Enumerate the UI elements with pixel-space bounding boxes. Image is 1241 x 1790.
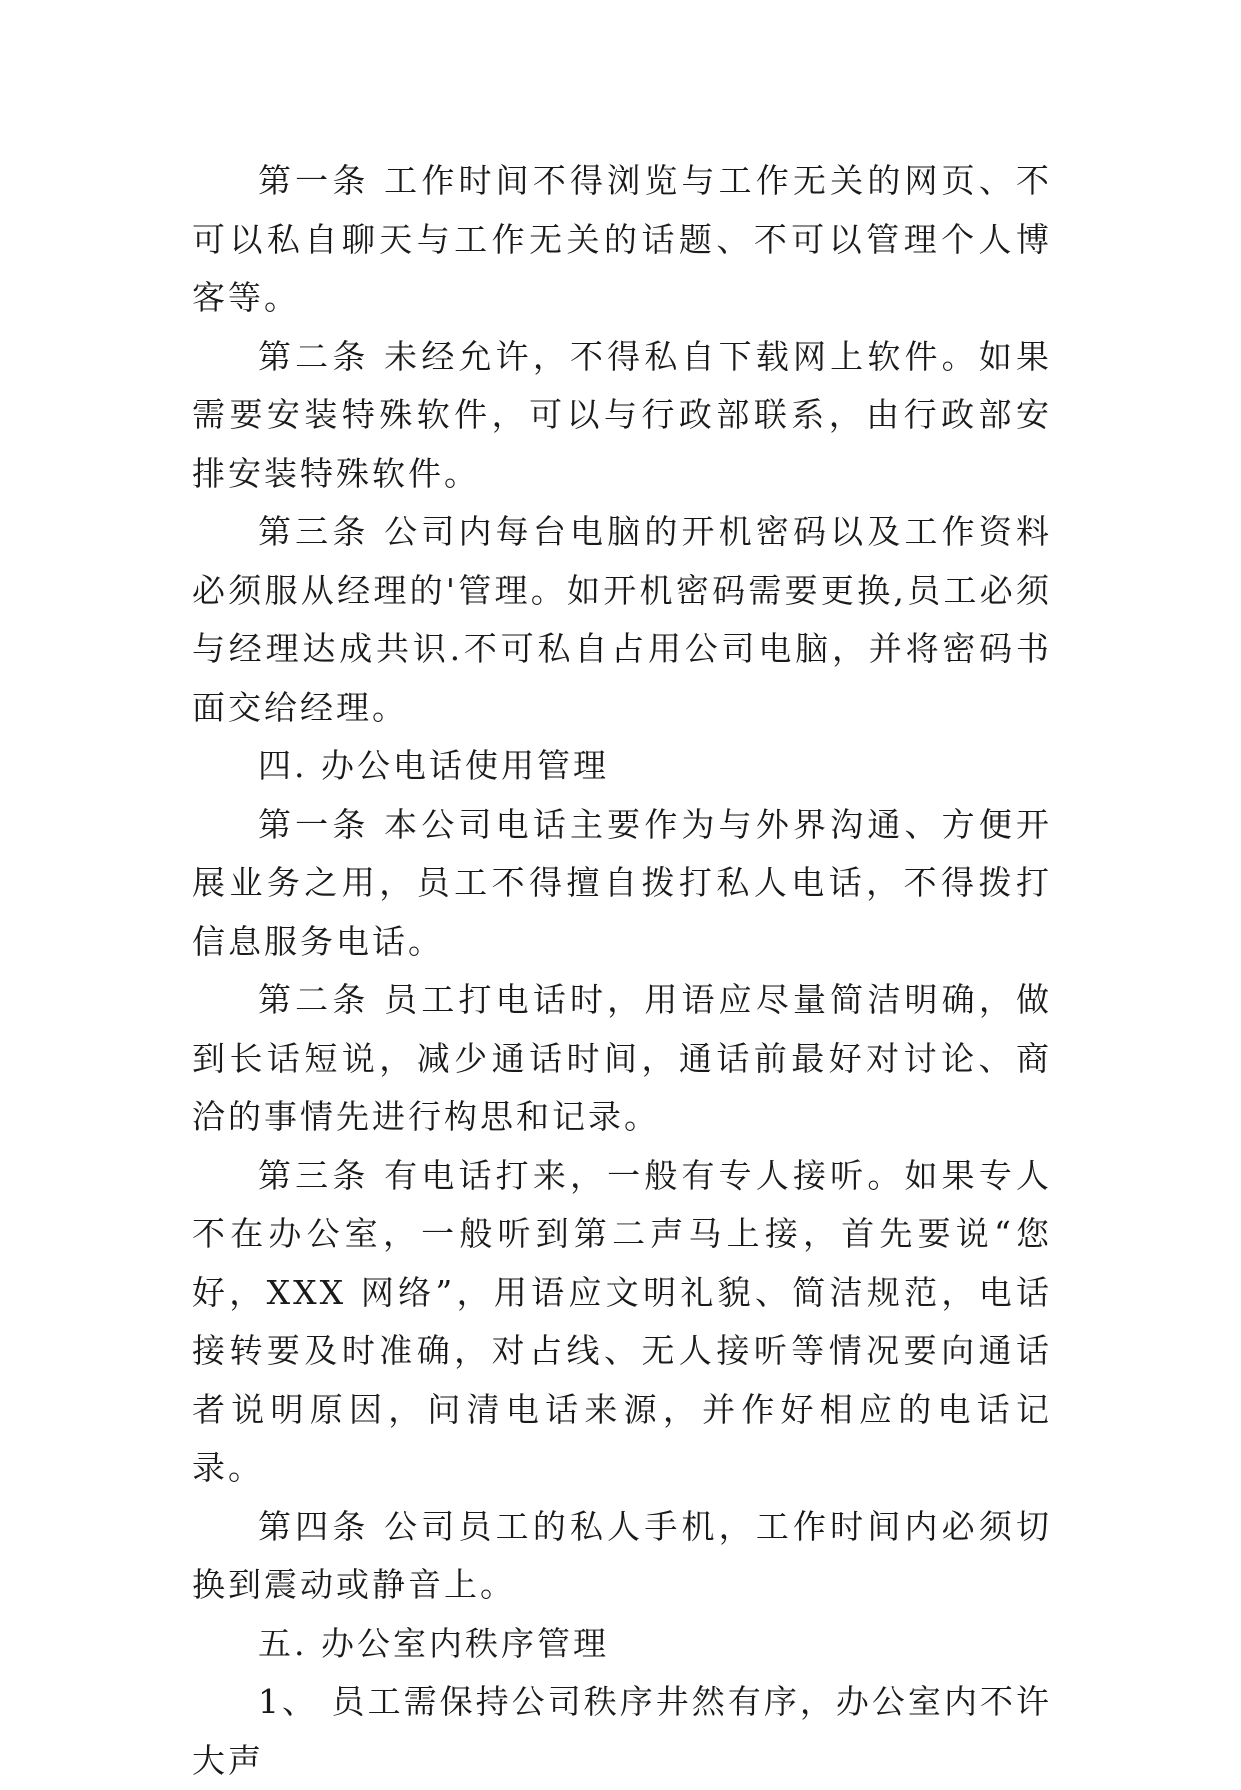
paragraph-article-3-password: 第三条 公司内每台电脑的开机密码以及工作资料必须服从经理的'管理。如开机密码需要更换,员工必须与经理达成共识.不可私自占用公司电脑，并将密码书面交给经理。 — [192, 512, 1052, 727]
paragraph-phone-article-3: 第三条 有电话打来，一般有专人接听。如果专人不在办公室，一般听到第二声马上接，首先要说“您好，XXX 网络”，用语应文明礼貌、简洁规范，电话接转要及时准确，对占线、无人接听等情况要向通话者说明原因，问清电话来源，并作好相应的电话记录。 — [192, 1155, 1052, 1487]
paragraph-article-2-software: 第二条 未经允许，不得私自下载网上软件。如果需要安装特殊软件，可以与行政部联系，由行政部安排安装特殊软件。 — [192, 336, 1052, 493]
paragraph-phone-article-2: 第二条 员工打电话时，用语应尽量简洁明确，做到长话短说，减少通话时间，通话前最好对讨论、商洽的事情先进行构思和记录。 — [192, 980, 1052, 1136]
paragraph-article-1-internet: 第一条 工作时间不得浏览与工作无关的网页、不可以私自聊天与工作无关的话题、不可以管理个人博客等。 — [192, 161, 1052, 317]
paragraph-phone-article-4: 第四条 公司员工的私人手机，工作时间内必须切换到震动或静音上。 — [192, 1506, 1052, 1604]
paragraph-office-order-item-1: 1、 员工需保持公司秩序井然有序，办公室内不许大声 — [192, 1682, 1052, 1780]
document-body — [192, 152, 1052, 1790]
section-heading-phone-management: 四. 办公电话使用管理 — [258, 746, 609, 785]
section-heading-office-order: 五. 办公室内秩序管理 — [258, 1623, 609, 1663]
paragraph-phone-article-1: 第一条 本公司电话主要作为与外界沟通、方便开展业务之用，员工不得擅自拨打私人电话，不得拨打信息服务电话。 — [192, 804, 1052, 961]
